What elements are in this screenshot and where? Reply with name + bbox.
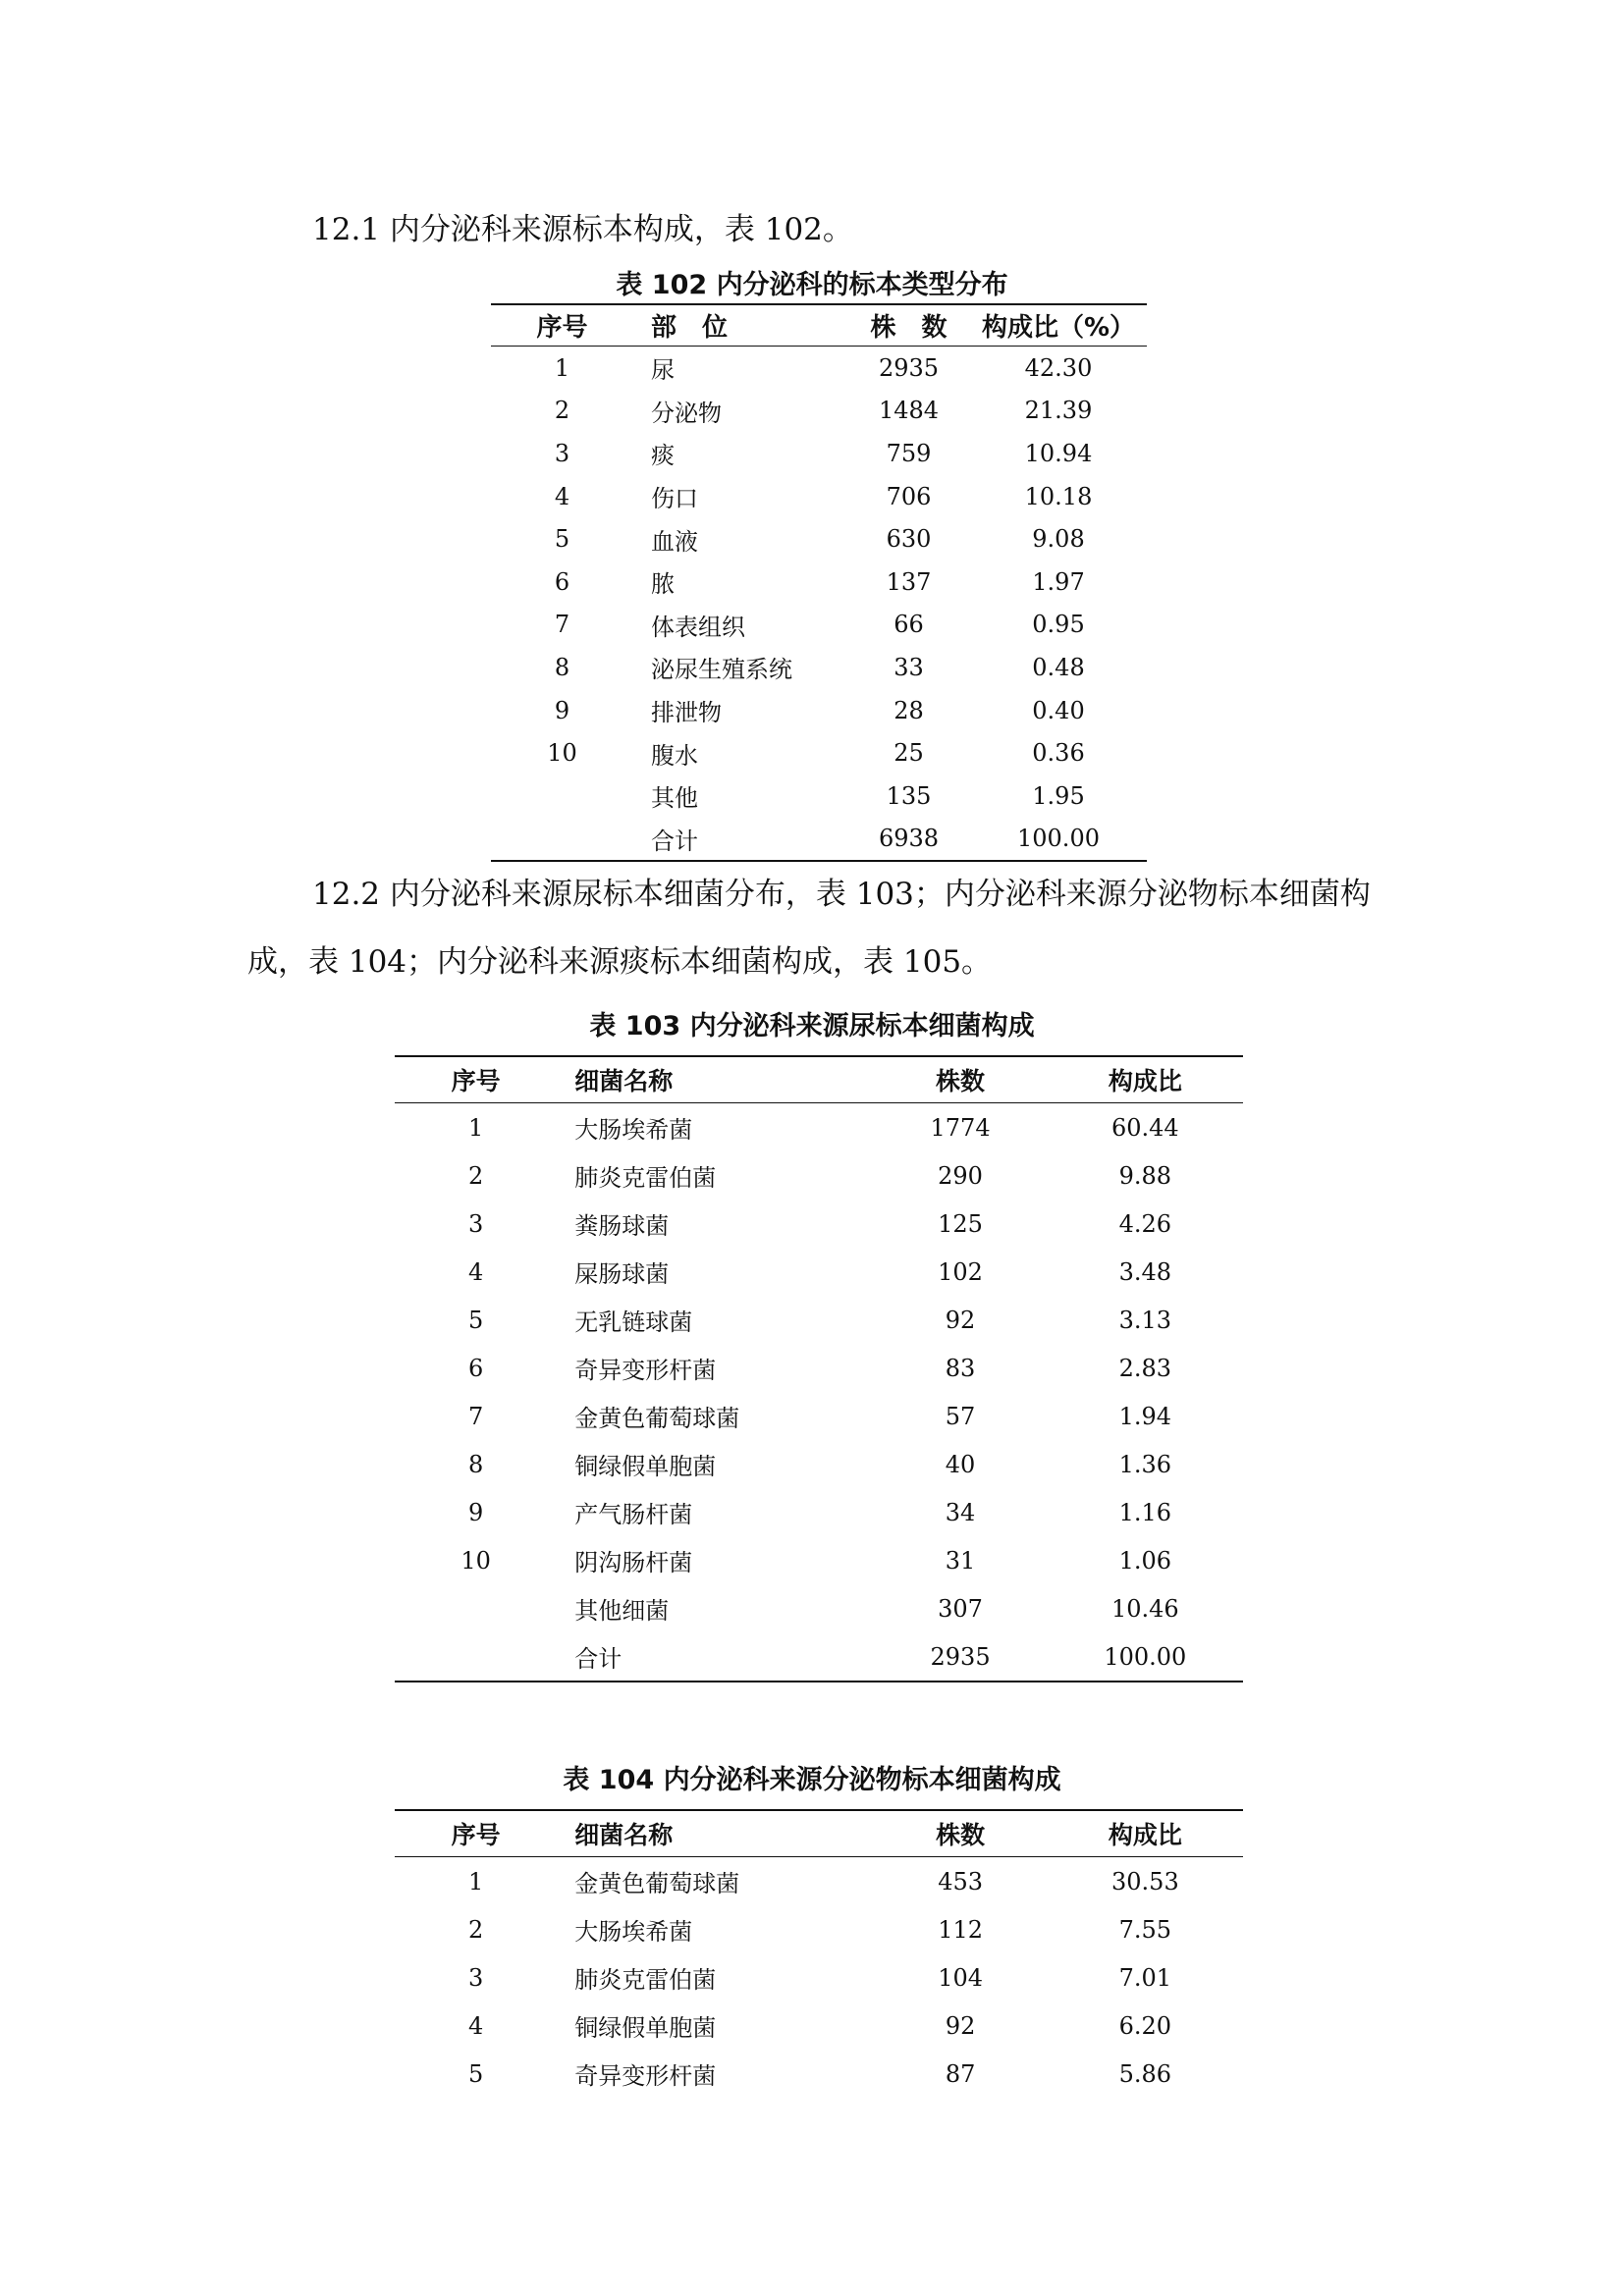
cell-ratio: 42.30 — [1024, 353, 1093, 382]
table-row — [395, 1905, 1243, 1953]
cell-index: 8 — [554, 653, 570, 681]
cell-ratio: 9.88 — [1118, 1161, 1172, 1190]
cell-index: 7 — [554, 611, 570, 639]
column-header-ratio: 构成比 — [1048, 1056, 1243, 1103]
cell-name: 分泌物 — [651, 399, 722, 427]
section-12-2-paragraph: 12.2 内分泌科来源尿标本细菌分布，表 103；内分泌科来源分泌物标本细菌构成，表 104；内分泌科来源痰标本细菌构成，表 105。 — [247, 877, 1371, 980]
table-row — [395, 1296, 1243, 1344]
cell-ratio: 7.01 — [1118, 1963, 1172, 1992]
cell-name: 大肠埃希菌 — [574, 1116, 693, 1144]
cell-count: 57 — [945, 1402, 976, 1430]
cell-name: 其他 — [651, 784, 698, 813]
cell-count: 33 — [893, 653, 924, 681]
table-row — [395, 1536, 1243, 1584]
table-row — [491, 347, 1147, 390]
cell-name: 肺炎克雷伯菌 — [574, 1164, 717, 1192]
cell-count: 2935 — [878, 353, 940, 382]
cell-name: 肺炎克雷伯菌 — [574, 1966, 717, 1994]
cell-index: 4 — [468, 2011, 484, 2040]
column-header-name: 部 位 — [633, 304, 847, 347]
cell-count: 31 — [945, 1546, 976, 1575]
cell-count: 104 — [938, 1963, 983, 1992]
cell-name: 体表组织 — [651, 613, 745, 641]
table-row — [491, 689, 1147, 732]
cell-name: 脓 — [651, 570, 675, 599]
cell-name: 其他细菌 — [574, 1597, 670, 1625]
cell-name: 产气肠杆菌 — [574, 1501, 693, 1528]
table-row — [491, 646, 1147, 689]
cell-count: 6938 — [878, 825, 940, 853]
table-row — [491, 475, 1147, 518]
cell-index: 5 — [468, 1306, 484, 1334]
table-103-caption: 表 103 内分泌科来源尿标本细菌构成 — [589, 1011, 1035, 1041]
table-row — [395, 1953, 1243, 2002]
column-header-ratio: 构成比 — [1048, 1810, 1243, 1857]
cell-ratio: 1.97 — [1032, 567, 1085, 596]
cell-index: 3 — [554, 439, 570, 467]
table-row — [491, 818, 1147, 862]
cell-ratio: 0.36 — [1032, 739, 1085, 768]
table-104 — [395, 1809, 1243, 2098]
cell-index — [395, 1632, 557, 1682]
column-header-ratio: 构成比（%） — [970, 304, 1147, 347]
column-header-index: 序号 — [395, 1056, 557, 1103]
cell-name: 伤口 — [651, 485, 698, 513]
cell-name: 合计 — [574, 1645, 623, 1673]
cell-index: 1 — [468, 1867, 484, 1896]
cell-ratio: 10.46 — [1110, 1594, 1179, 1623]
cell-name: 铜绿假单胞菌 — [574, 2014, 717, 2042]
cell-index — [491, 774, 633, 818]
cell-index: 2 — [468, 1915, 484, 1944]
cell-index: 9 — [468, 1498, 484, 1526]
cell-index: 8 — [468, 1450, 484, 1478]
cell-count: 34 — [945, 1498, 976, 1526]
table-row — [395, 1103, 1243, 1152]
cell-index: 4 — [554, 482, 570, 510]
cell-name: 排泄物 — [651, 699, 722, 727]
cell-count: 137 — [886, 567, 932, 596]
cell-index — [491, 818, 633, 862]
cell-count: 102 — [938, 1257, 983, 1286]
table-102 — [491, 303, 1147, 862]
cell-name: 血液 — [651, 527, 698, 556]
cell-ratio: 6.20 — [1118, 2011, 1172, 2040]
cell-count: 1484 — [878, 397, 940, 425]
table-row — [395, 1248, 1243, 1296]
cell-count: 92 — [945, 2011, 976, 2040]
table-header-row — [395, 1810, 1243, 1857]
cell-ratio: 7.55 — [1118, 1915, 1172, 1944]
table-header-row — [395, 1056, 1243, 1103]
cell-ratio: 1.16 — [1118, 1498, 1172, 1526]
cell-ratio: 0.95 — [1032, 611, 1085, 639]
table-row — [491, 561, 1147, 604]
table-row — [395, 1151, 1243, 1200]
table-102-caption: 表 102 内分泌科的标本类型分布 — [616, 270, 1008, 300]
cell-count: 759 — [886, 439, 932, 467]
cell-ratio: 5.86 — [1118, 2059, 1172, 2088]
column-header-index: 序号 — [491, 304, 633, 347]
cell-ratio: 100.00 — [1104, 1642, 1187, 1671]
cell-name: 铜绿假单胞菌 — [574, 1453, 717, 1480]
cell-count: 83 — [945, 1354, 976, 1382]
cell-name: 金黄色葡萄球菌 — [574, 1870, 740, 1897]
cell-ratio: 10.18 — [1024, 482, 1093, 510]
cell-name: 屎肠球菌 — [574, 1260, 670, 1288]
table-row — [491, 432, 1147, 475]
cell-count: 1774 — [930, 1113, 991, 1142]
cell-index — [395, 1584, 557, 1632]
cell-count: 290 — [938, 1161, 983, 1190]
table-row — [395, 1440, 1243, 1488]
table-row — [395, 1488, 1243, 1536]
cell-name: 合计 — [651, 827, 698, 855]
cell-ratio: 100.00 — [1017, 825, 1100, 853]
section-12-1-paragraph: 12.1 内分泌科来源标本构成，表 102。 — [312, 212, 853, 247]
cell-ratio: 0.48 — [1032, 653, 1085, 681]
cell-count: 66 — [893, 611, 924, 639]
cell-count: 307 — [938, 1594, 983, 1623]
cell-index: 1 — [554, 353, 570, 382]
cell-count: 706 — [886, 482, 932, 510]
column-header-count: 株 数 — [847, 304, 970, 347]
table-104-caption: 表 104 内分泌科来源分泌物标本细菌构成 — [563, 1765, 1061, 1795]
cell-name: 阴沟肠杆菌 — [574, 1549, 693, 1576]
table-row — [491, 731, 1147, 774]
table-row — [395, 1200, 1243, 1248]
cell-index: 5 — [554, 525, 570, 554]
cell-name: 痰 — [651, 442, 675, 470]
cell-ratio: 1.06 — [1118, 1546, 1172, 1575]
cell-count: 2935 — [930, 1642, 991, 1671]
cell-ratio: 3.48 — [1118, 1257, 1172, 1286]
column-header-name: 细菌名称 — [557, 1056, 873, 1103]
cell-ratio: 1.94 — [1118, 1402, 1172, 1430]
cell-index: 3 — [468, 1209, 484, 1238]
cell-name: 泌尿生殖系统 — [651, 656, 792, 684]
cell-count: 92 — [945, 1306, 976, 1334]
cell-ratio: 30.53 — [1111, 1867, 1179, 1896]
table-row — [395, 1857, 1243, 1906]
cell-name: 大肠埃希菌 — [574, 1918, 693, 1946]
cell-index: 9 — [554, 696, 570, 724]
cell-index: 10 — [547, 739, 577, 768]
cell-index: 3 — [468, 1963, 484, 1992]
cell-count: 135 — [886, 781, 932, 810]
cell-ratio: 60.44 — [1110, 1113, 1179, 1142]
table-row — [395, 1584, 1243, 1632]
cell-ratio: 9.08 — [1032, 525, 1085, 554]
table-row — [491, 774, 1147, 818]
cell-index: 1 — [468, 1113, 484, 1142]
column-header-count: 株数 — [873, 1810, 1047, 1857]
cell-ratio: 0.40 — [1032, 696, 1085, 724]
table-row — [395, 1632, 1243, 1682]
cell-name: 粪肠球菌 — [574, 1212, 670, 1240]
cell-ratio: 1.36 — [1118, 1450, 1172, 1478]
table-103 — [395, 1055, 1243, 1682]
cell-count: 112 — [938, 1915, 983, 1944]
cell-name: 奇异变形杆菌 — [574, 2062, 717, 2090]
cell-name: 奇异变形杆菌 — [574, 1357, 717, 1384]
cell-count: 630 — [886, 525, 932, 554]
cell-count: 28 — [893, 696, 924, 724]
cell-ratio: 21.39 — [1024, 397, 1093, 425]
cell-count: 87 — [945, 2059, 976, 2088]
cell-index: 10 — [460, 1546, 491, 1575]
cell-count: 25 — [893, 739, 924, 768]
cell-index: 2 — [468, 1161, 484, 1190]
cell-count: 453 — [938, 1867, 983, 1896]
table-row — [395, 2050, 1243, 2098]
column-header-index: 序号 — [395, 1810, 557, 1857]
cell-count: 125 — [938, 1209, 983, 1238]
cell-name: 尿 — [651, 356, 675, 385]
cell-index: 6 — [554, 567, 570, 596]
table-row — [491, 390, 1147, 433]
cell-ratio: 1.95 — [1032, 781, 1085, 810]
cell-name: 腹水 — [651, 741, 698, 770]
table-row — [395, 2002, 1243, 2050]
cell-ratio: 4.26 — [1118, 1209, 1172, 1238]
cell-name: 金黄色葡萄球菌 — [574, 1405, 740, 1432]
column-header-name: 细菌名称 — [557, 1810, 873, 1857]
table-row — [491, 517, 1147, 561]
table-row — [395, 1392, 1243, 1440]
cell-ratio: 2.83 — [1118, 1354, 1172, 1382]
cell-name: 无乳链球菌 — [574, 1308, 693, 1336]
table-row — [491, 604, 1147, 647]
table-header-row — [491, 304, 1147, 347]
cell-index: 2 — [554, 397, 570, 425]
cell-ratio: 3.13 — [1118, 1306, 1172, 1334]
table-row — [395, 1344, 1243, 1392]
cell-index: 4 — [468, 1257, 484, 1286]
cell-ratio: 10.94 — [1024, 439, 1093, 467]
cell-index: 5 — [468, 2059, 484, 2088]
cell-index: 7 — [468, 1402, 484, 1430]
cell-count: 40 — [945, 1450, 976, 1478]
column-header-count: 株数 — [873, 1056, 1047, 1103]
cell-index: 6 — [468, 1354, 484, 1382]
